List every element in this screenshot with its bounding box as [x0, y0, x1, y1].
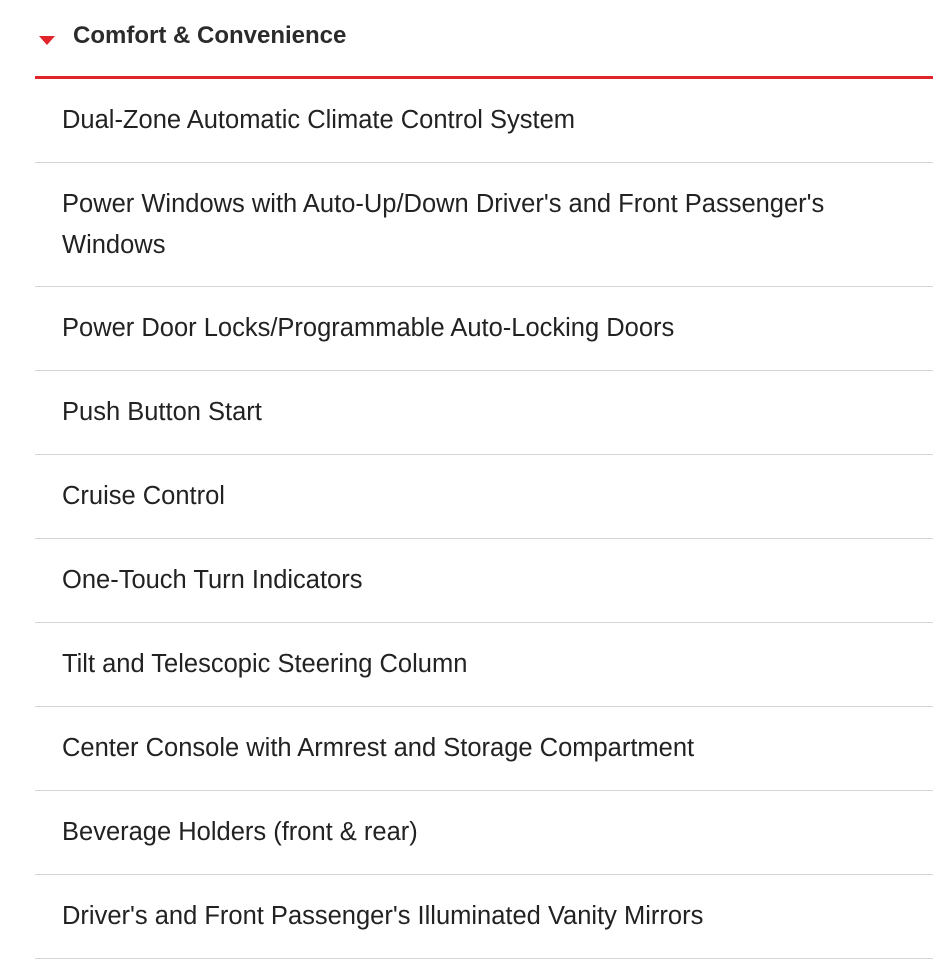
feature-item [35, 79, 933, 163]
feature-text: Power Door Locks/Programmable Auto-Locking Doors [62, 314, 675, 342]
section-title: Comfort & Convenience [73, 22, 347, 49]
feature-text: Dual-Zone Automatic Climate Control System [62, 106, 576, 134]
feature-text: Power Windows with Auto-Up/Down Driver's and Front Passenger's Windows [62, 189, 825, 259]
caret-down-icon [39, 36, 55, 45]
feature-item [35, 875, 933, 959]
feature-item [35, 539, 933, 623]
feature-item [35, 371, 933, 455]
feature-text: One-Touch Turn Indicators [62, 566, 363, 594]
feature-text: Driver's and Front Passenger's Illuminated Vanity Mirrors [62, 902, 704, 930]
feature-item [35, 791, 933, 875]
feature-text: Center Console with Armrest and Storage Compartment [62, 734, 695, 762]
feature-text: Tilt and Telescopic Steering Column [62, 650, 468, 678]
feature-text: Cruise Control [62, 482, 225, 510]
feature-text: Push Button Start [62, 398, 262, 426]
feature-item [35, 287, 933, 371]
feature-item [35, 163, 933, 287]
feature-item [35, 707, 933, 791]
feature-item [35, 455, 933, 539]
feature-text: Beverage Holders (front & rear) [62, 818, 418, 846]
comfort-convenience-accordion [35, 0, 933, 959]
feature-list [35, 79, 933, 959]
section-header-toggle[interactable] [35, 0, 933, 79]
feature-item [35, 623, 933, 707]
